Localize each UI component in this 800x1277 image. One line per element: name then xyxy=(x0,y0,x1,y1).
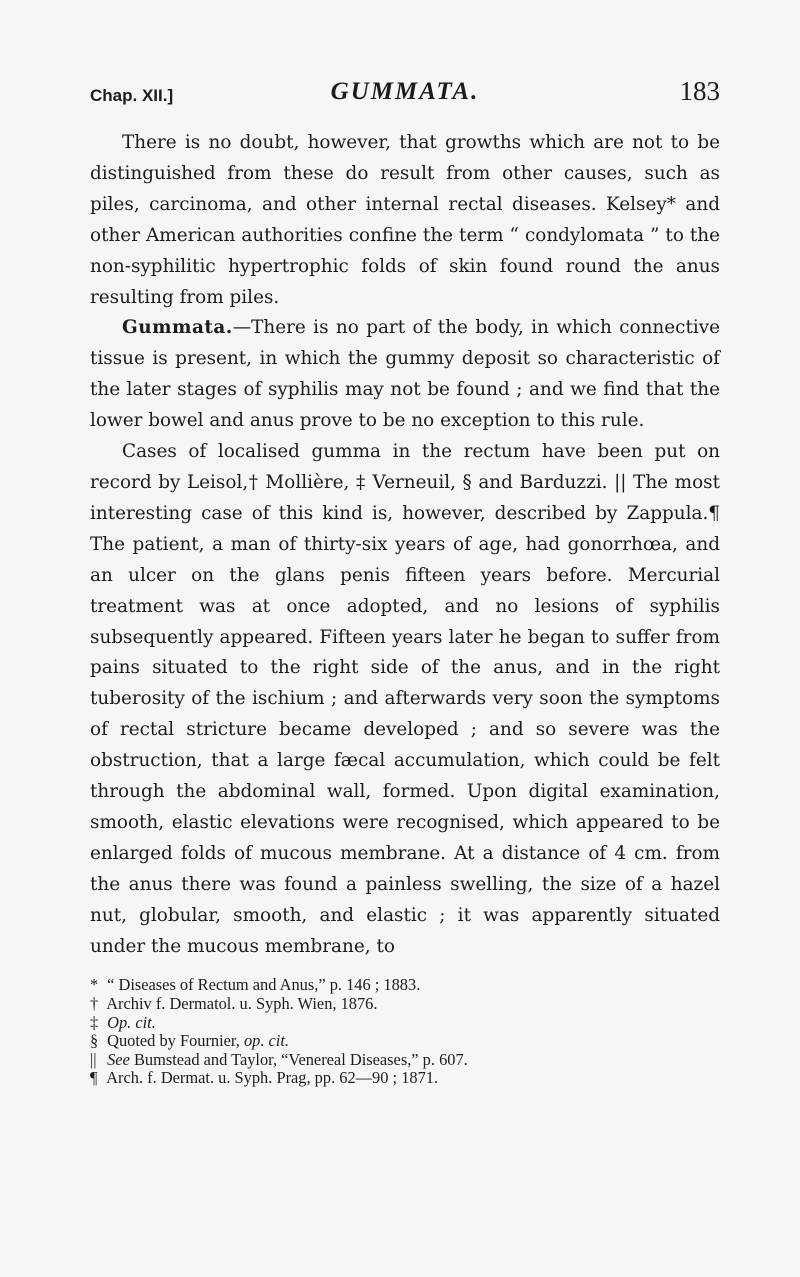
running-head xyxy=(90,76,720,120)
footnote-italic-text: Op. cit. xyxy=(107,1012,156,1032)
footnote-mark: || xyxy=(90,1049,97,1069)
footnote-1 xyxy=(90,976,720,995)
paragraph-gummata-text: —There is no part of the body, in which connective tissue is present, in which the gummy deposit so characteristic of the later stages of syphilis may not be found ; and we find that the lower bowel and anus prove to be no exception to this rule. xyxy=(90,317,720,432)
paragraph-case-records: Cases of localised gumma in the rectum have been put on record by Leisol,† Mollière, ‡ Verneuil, § and Barduzzi. || The most interesting case of this kind is, however, described by Zappula.¶ The patient, a man of thirty-six years of age, had gonorrhœa, and an ulcer on the glans penis fifteen years before. Mercurial treatment was at once adopted, and no lesions of syphilis subsequently appeared. Fifteen years later he began to suffer from pains situated to the right side of the anus, and in the right tuberosity of the ischium ; and afterwards very soon the symptoms of rectal stricture became developed ; and so severe was the obstruction, that a large fæcal accumulation, which could be felt through the abdominal wall, formed. Upon digital examination, smooth, elastic elevations were recognised, which appeared to be enlarged folds of mucous membrane. At a distance of 4 cm. from the anus there was found a painless swelling, the size of a hazel nut, globular, smooth, and elastic ; it was apparently situated under the mucous membrane, to xyxy=(90,441,720,957)
footnote-mark: ¶ xyxy=(90,1068,98,1088)
running-title: GUMMATA. xyxy=(330,78,480,105)
footnote-italic-lead: See xyxy=(107,1049,130,1069)
body-text xyxy=(90,128,720,962)
page-number: 183 xyxy=(679,76,720,106)
footnote-mark: ‡ xyxy=(90,1012,99,1032)
book-page xyxy=(90,76,720,1088)
footnote-text: Bumstead and Taylor, “Venereal Diseases,” p. 607. xyxy=(129,1049,468,1069)
footnote-italic-text: op. cit. xyxy=(243,1031,290,1051)
paragraph-growths: There is no doubt, however, that growths which are not to be distinguished from these do result from other causes, such as piles, carcinoma, and other internal rectal diseases. Kelsey* and other American authorities confine the term “ condylomata ” to the non-syphilitic hypertrophic folds of skin found round the anus resulting from piles. xyxy=(90,132,720,308)
footnote-text: Arch. f. Dermat. u. Syph. Prag, pp. 62—90 ; 1871. xyxy=(106,1068,439,1088)
chapter-label: Chap. XII.] xyxy=(90,86,174,105)
footnote-4 xyxy=(90,1032,720,1051)
paragraph-gummata xyxy=(90,313,720,437)
section-heading-gummata: Gummata. xyxy=(122,317,233,339)
footnote-mark: † xyxy=(90,994,99,1014)
footnote-3 xyxy=(90,1014,720,1033)
footnote-text: “ Diseases of Rectum and Anus,” p. 146 ; 1883. xyxy=(107,975,421,995)
footnote-text: Archiv f. Dermatol. u. Syph. Wien, 1876. xyxy=(106,994,378,1014)
footnote-6 xyxy=(90,1069,720,1088)
footnote-mark: § xyxy=(90,1031,99,1051)
footnote-2 xyxy=(90,995,720,1014)
footnote-5 xyxy=(90,1051,720,1070)
footnote-mark: * xyxy=(90,975,99,995)
footnotes xyxy=(90,976,720,1088)
footnote-text: Quoted by Fournier, xyxy=(107,1031,244,1051)
